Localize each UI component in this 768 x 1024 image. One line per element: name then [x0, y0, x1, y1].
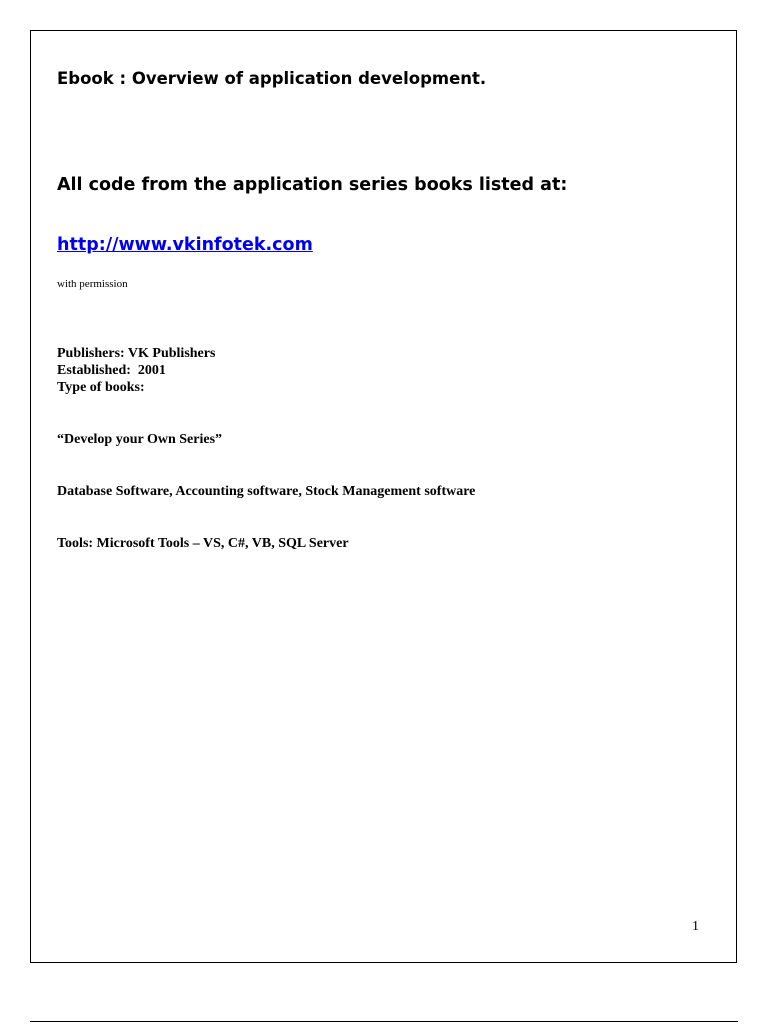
publishers-line: Publishers: VK Publishers [57, 346, 216, 361]
document-subtitle: All code from the application series books listed at: [57, 175, 568, 195]
tools-line: Tools: Microsoft Tools – VS, C#, VB, SQL Server [57, 536, 349, 551]
page-number: 1 [692, 919, 699, 934]
type-of-books-line: Type of books: [57, 380, 145, 395]
bottom-divider [30, 1021, 738, 1022]
software-types-line: Database Software, Accounting software, Stock Management software [57, 484, 476, 499]
established-line: Established: 2001 [57, 363, 166, 378]
permission-note: with permission [57, 278, 128, 290]
document-title: Ebook : Overview of application development. [57, 69, 487, 88]
series-line: “Develop your Own Series” [57, 432, 223, 447]
publisher-info [57, 345, 215, 396]
website-link[interactable]: http://www.vkinfotek.com [57, 235, 313, 255]
